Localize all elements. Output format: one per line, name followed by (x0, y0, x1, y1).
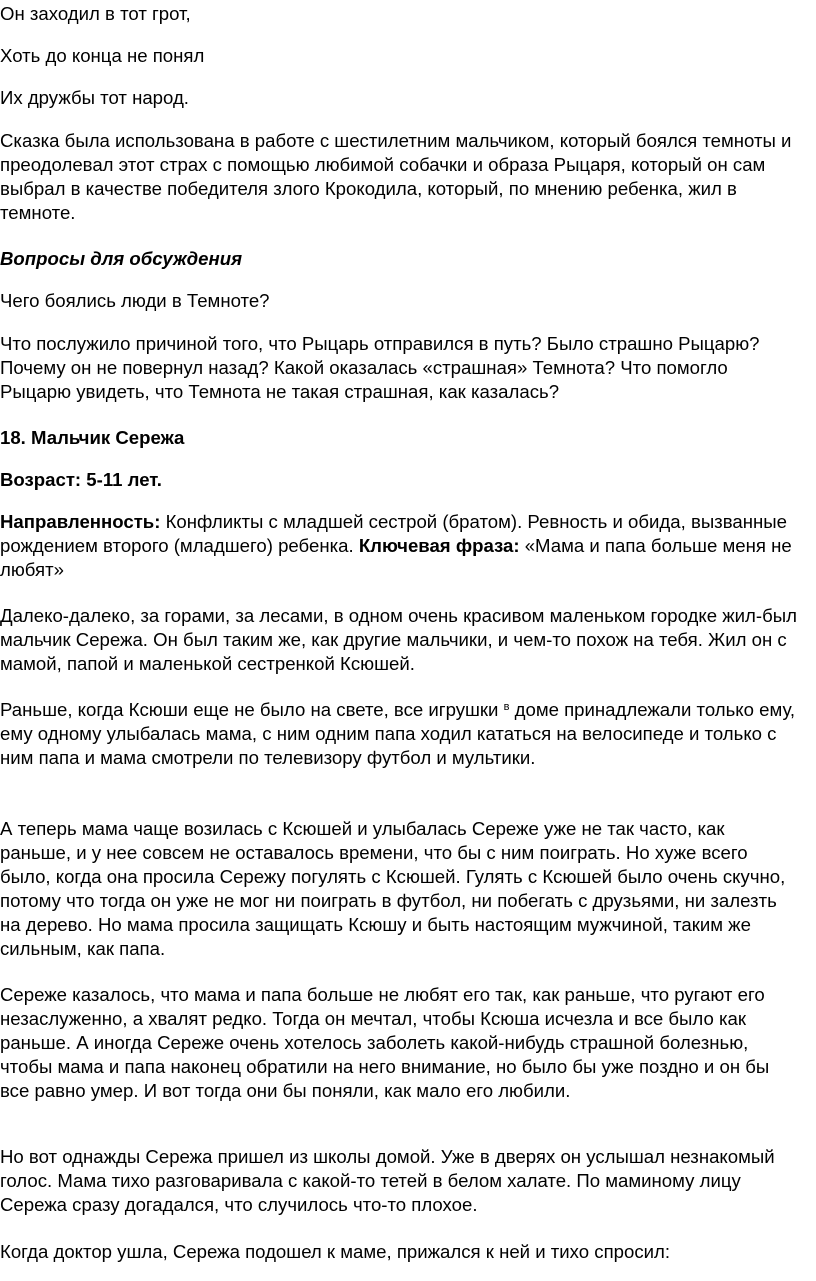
paragraph-2-start: Раньше, когда Ксюши еще не было на свете, все игрушки (0, 699, 504, 720)
story-paragraph-2 (0, 698, 800, 770)
superscript-letter: в (503, 701, 510, 713)
poem-line-3: Их дружбы тот народ. (0, 87, 189, 108)
poem-line-1: Он заходил в тот грот, (0, 3, 191, 24)
poem-line-2: Хоть до конца не понял (0, 45, 205, 66)
questions-heading: Вопросы для обсуждения (0, 248, 243, 269)
direction-label: Направленность: (0, 511, 161, 532)
story-paragraph-3: А теперь мама чаще возилась с Ксюшей и улыбалась Сереже уже не так часто, как раньше, и у нее совсем не оставалось времени, что бы с ним поиграть. Но хуже всего было, когда она просила Сережу погулять с Ксюшей. Гулять с Ксюшей было очень скучно, потому что тогда он уже не мог ни поиграть в футбол, ни побегать с друзьями, ни залезть на дерево. Но мама просила защищать Ксюшу и быть настоящим мужчиной, таким же сильным, как папа. (0, 818, 786, 959)
story-paragraph-5: Но вот однажды Сережа пришел из школы домой. Уже в дверях он услышал незнакомый голос. Мама тихо разговаривала с какой-то тетей в белом халате. По маминому лицу Сережа сразу догадался, что случилось что-то плохое. (0, 1146, 775, 1215)
story-paragraph-4: Сереже казалось, что мама и папа больше не любят его так, как раньше, что ругают его незаслуженно, а хвалят редко. Тогда он мечтал, чтобы Ксюша исчезла и все было как раньше. А иногда Сереже очень хотелось заболеть какой-нибудь страшной болезнью, чтобы мама и папа наконец обратили на него внимание, но было бы уже поздно и он бы все равно умер. И вот тогда они бы поняли, как мало его любили. (0, 984, 770, 1101)
direction-text: Конфликты с младшей сестрой (братом). Ревность и обида, вызванные рождением второго (младшего) ребенка. (0, 511, 787, 556)
story-title: 18. Мальчик Сережа (0, 427, 185, 448)
note-paragraph: Сказка была использована в работе с шестилетним мальчиком, который боялся темноты и преодолевал этот страх с помощью любимой собачки и образа Рыцаря, который он сам выбрал в качестве победителя злого Крокодила, который, по мнению ребенка, жил в темноте. (0, 130, 792, 223)
key-phrase-label: Ключевая фраза: (358, 535, 520, 556)
question-2: Что послужило причиной того, что Рыцарь отправился в путь? Было страшно Рыцарю? Почему он не повернул назад? Какой оказалась «страшная» Темнота? Что помогло Рыцарю увидеть, что Темнота не такая страшная, как казалась? (0, 333, 760, 402)
question-1: Чего боялись люди в Темноте? (0, 290, 270, 311)
paragraph-2-end: доме принадлежали только ему, ему одному улыбалась мама, с ним одним папа ходил кататься на велосипеде и только с ним папа и мама смотрели по телевизору футбол и мультики. (0, 699, 796, 768)
story-paragraph-1: Далеко-далеко, за горами, за лесами, в одном очень красивом маленьком городке жил-был мальчик Сережа. Он был таким же, как другие мальчики, и чем-то похож на тебя. Жил он с мамой, папой и маленькой сестренкой Ксюшей. (0, 605, 797, 674)
story-direction (0, 510, 800, 582)
story-age: Возраст: 5-11 лет. (0, 469, 162, 490)
key-phrase-text: «Мама и папа больше меня не любят» (0, 535, 792, 580)
story-paragraph-6: Когда доктор ушла, Сережа подошел к маме, прижался к ней и тихо спросил: (0, 1241, 671, 1262)
